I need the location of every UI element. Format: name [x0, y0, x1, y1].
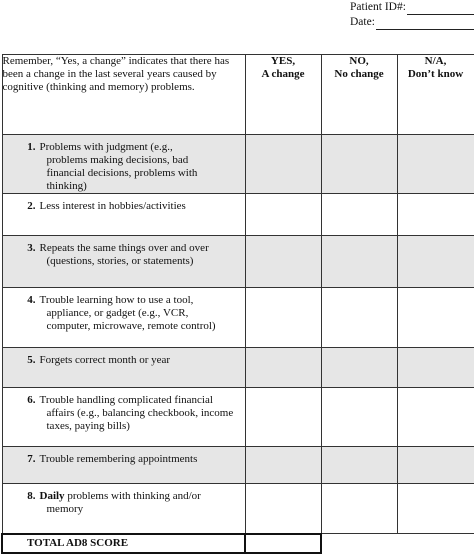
- answer-cell-na[interactable]: [397, 288, 474, 348]
- question-first-line: Less interest in hobbies/activities: [39, 200, 186, 212]
- question-cell: [2, 348, 245, 388]
- question-first-line: Trouble handling complicated financial: [39, 394, 213, 406]
- date-label: Date:: [350, 16, 375, 28]
- question-emphasis: Daily: [39, 490, 65, 502]
- question-continuation-line: affairs (e.g., balancing checkbook, income: [46, 407, 234, 419]
- answer-cell-no[interactable]: [321, 288, 397, 348]
- col-header-no-line2: No change: [334, 68, 384, 80]
- col-header-yes: [245, 55, 321, 135]
- question-continuation-line: thinking): [46, 180, 87, 192]
- answer-cell-na[interactable]: [397, 484, 474, 534]
- total-row: [2, 534, 474, 553]
- answer-cell-no[interactable]: [321, 447, 397, 484]
- answer-cell-na[interactable]: [397, 236, 474, 288]
- date-row: [350, 15, 474, 30]
- question-first-line: Repeats the same things over and over: [39, 242, 209, 254]
- col-header-yes-line1: YES,: [270, 55, 296, 67]
- patient-id-field[interactable]: [407, 3, 474, 15]
- col-header-yes-line2: A change: [261, 68, 305, 80]
- answer-cell-na[interactable]: [397, 135, 474, 194]
- table-row: [2, 194, 474, 236]
- question-continuation-line: taxes, paying bills): [46, 420, 130, 432]
- question-cell: [2, 236, 245, 288]
- answer-cell-yes[interactable]: [245, 388, 321, 447]
- question-text: [40, 242, 241, 268]
- question-first-line: Problems with judgment (e.g.,: [39, 141, 173, 153]
- question-cell: [2, 194, 245, 236]
- question-number: 4.: [27, 294, 36, 306]
- table-row: [2, 288, 474, 348]
- table-row: [2, 388, 474, 447]
- answer-cell-no[interactable]: [321, 194, 397, 236]
- question-continuation-line: computer, microwave, remote control): [46, 320, 216, 332]
- question-first-line: Trouble remembering appointments: [39, 453, 198, 465]
- question-number: 6.: [27, 394, 36, 406]
- table-row: [2, 135, 474, 194]
- answer-cell-yes[interactable]: [245, 135, 321, 194]
- question-cell: [2, 447, 245, 484]
- patient-id-label: Patient ID#:: [350, 1, 406, 13]
- question-continuation-line: memory: [46, 503, 84, 515]
- col-header-na: [397, 55, 474, 135]
- question-number: 2.: [27, 200, 36, 212]
- answer-cell-no[interactable]: [321, 236, 397, 288]
- total-score-label: TOTAL AD8 SCORE: [2, 534, 245, 553]
- total-score-field[interactable]: [245, 534, 321, 553]
- table-row: [2, 484, 474, 534]
- col-header-na-line2: Don’t know: [407, 68, 464, 80]
- answer-cell-no[interactable]: [321, 135, 397, 194]
- table-row: [2, 447, 474, 484]
- answer-cell-no[interactable]: [321, 484, 397, 534]
- question-text: [40, 490, 241, 516]
- question-first-line: Forgets correct month or year: [39, 354, 171, 366]
- answer-cell-na[interactable]: [397, 194, 474, 236]
- table-row: [2, 236, 474, 288]
- question-cell: [2, 484, 245, 534]
- question-text: [40, 453, 241, 466]
- question-continuation-line: problems making decisions, bad: [46, 154, 189, 166]
- question-text: [40, 394, 241, 433]
- table-row: [2, 348, 474, 388]
- answer-cell-na[interactable]: [397, 388, 474, 447]
- col-header-no: [321, 55, 397, 135]
- answer-cell-no[interactable]: [321, 388, 397, 447]
- ad8-table: [1, 54, 474, 554]
- question-number: 3.: [27, 242, 36, 254]
- question-number: 1.: [27, 141, 36, 153]
- question-continuation-line: appliance, or gadget (e.g., VCR,: [46, 307, 189, 319]
- answer-cell-na[interactable]: [397, 348, 474, 388]
- answer-cell-no[interactable]: [321, 348, 397, 388]
- total-row-spacer: [321, 534, 474, 553]
- question-cell: [2, 388, 245, 447]
- col-header-no-line1: NO,: [349, 55, 369, 67]
- question-number: 8.: [27, 490, 36, 502]
- question-text: [40, 141, 241, 193]
- answer-cell-yes[interactable]: [245, 348, 321, 388]
- patient-header: [350, 0, 474, 30]
- answer-cell-yes[interactable]: [245, 447, 321, 484]
- question-first-line: [40, 490, 241, 503]
- table-header-row: [2, 55, 474, 135]
- question-text: [40, 354, 241, 367]
- answer-cell-yes[interactable]: [245, 288, 321, 348]
- question-continuation-line: financial decisions, problems with: [46, 167, 198, 179]
- question-cell: [2, 288, 245, 348]
- question-number: 7.: [27, 453, 36, 465]
- question-text: [40, 200, 241, 213]
- question-first-text: problems with thinking and/or: [64, 490, 201, 502]
- patient-id-row: [350, 0, 474, 15]
- date-field[interactable]: [376, 18, 474, 30]
- answer-cell-yes[interactable]: [245, 484, 321, 534]
- answer-cell-yes[interactable]: [245, 236, 321, 288]
- col-header-na-line1: N/A,: [424, 55, 447, 67]
- answer-cell-na[interactable]: [397, 447, 474, 484]
- question-number: 5.: [27, 354, 36, 366]
- intro-text: Remember, “Yes, a change” indicates that there has been a change in the last several years caused by cognitive (thinking and memory) problems.: [2, 55, 245, 135]
- question-text: [40, 294, 241, 333]
- answer-cell-yes[interactable]: [245, 194, 321, 236]
- question-continuation-line: (questions, stories, or statements): [46, 255, 194, 267]
- question-first-line: Trouble learning how to use a tool,: [39, 294, 194, 306]
- question-cell: [2, 135, 245, 194]
